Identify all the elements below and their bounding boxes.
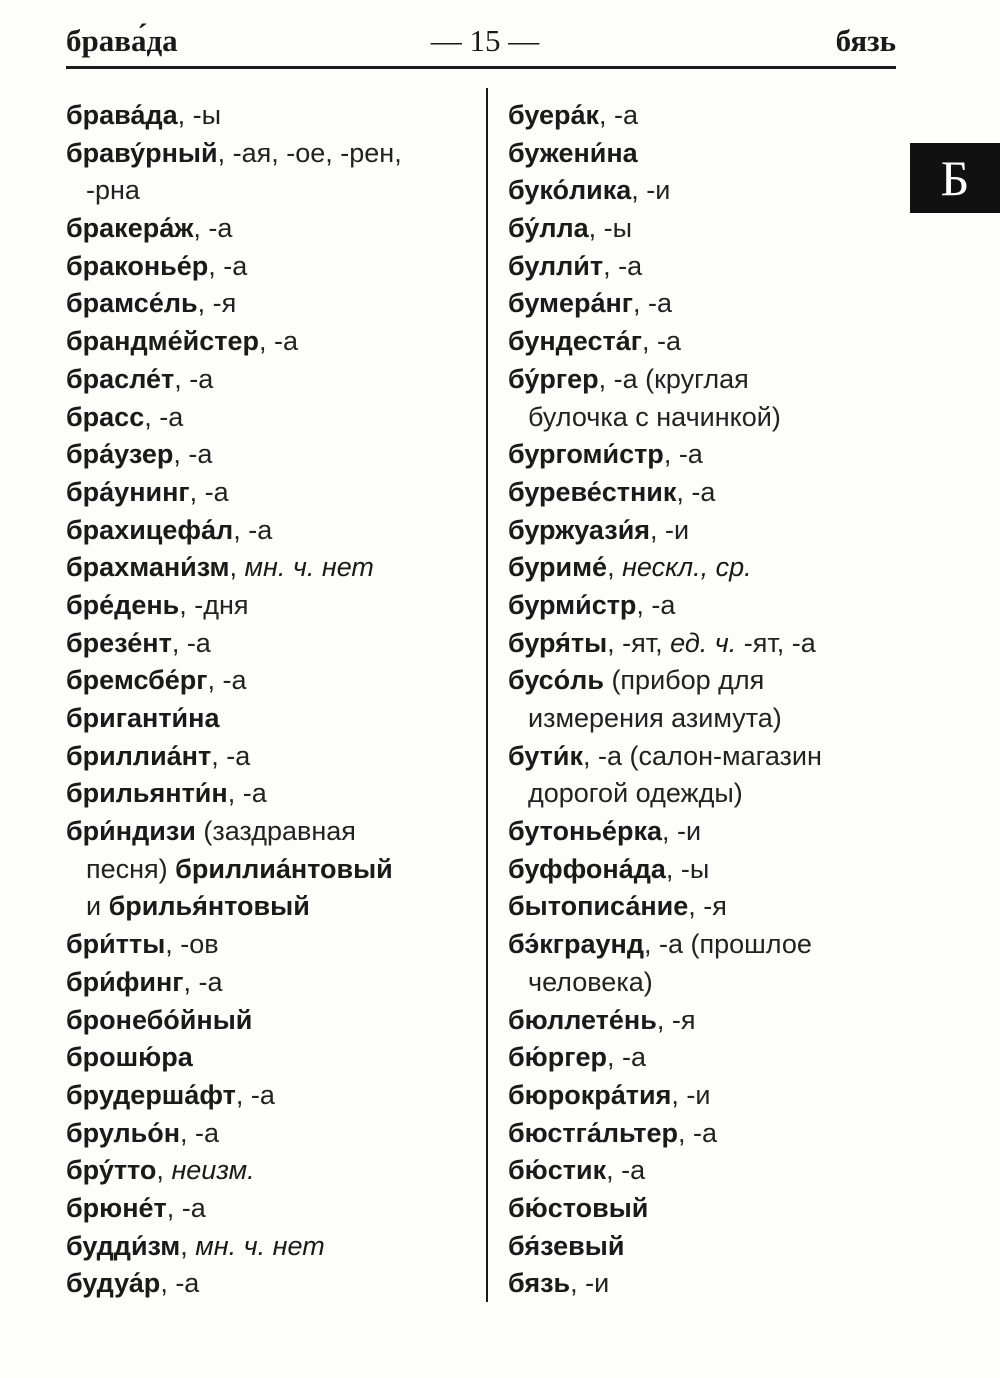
entry-text: , -а <box>678 1117 718 1148</box>
headword: брасле́т <box>66 363 175 394</box>
dictionary-entry <box>66 1039 478 1077</box>
dictionary-entry <box>66 97 478 135</box>
headword: бюстга́льтер <box>508 1117 678 1148</box>
dictionary-entry <box>66 399 478 437</box>
dictionary-entry <box>508 512 900 550</box>
headword: брава́да <box>66 100 178 130</box>
headword: брезе́нт <box>66 627 172 658</box>
entry-text: , -а (прошлое <box>643 929 812 960</box>
headword: булли́т <box>508 250 604 281</box>
entry-text: , -а <box>636 589 676 620</box>
dictionary-entry <box>66 625 478 663</box>
entry-text: , -а <box>171 627 211 658</box>
headword: бу́ргер <box>508 363 599 394</box>
entry-continuation <box>508 399 900 437</box>
dictionary-entry <box>508 210 900 248</box>
dictionary-entry <box>508 662 900 700</box>
headword: бутонье́рка <box>508 816 662 847</box>
headword: брамсе́ль <box>66 288 198 319</box>
headword: бюрокра́тия <box>508 1079 672 1110</box>
entry-text: булочка с начинкой) <box>528 401 781 432</box>
headword: бриллиа́нт <box>66 740 212 771</box>
headword: бути́к <box>508 740 584 771</box>
entry-text: , -а <box>258 326 298 357</box>
dictionary-entry <box>508 436 900 474</box>
headword: брудерша́фт <box>66 1079 236 1110</box>
entry-text: , -я <box>197 288 237 319</box>
entry-text: , -а <box>180 1117 220 1148</box>
headword: брильянти́н <box>66 778 228 809</box>
dictionary-entry <box>66 1228 478 1266</box>
dictionary-entry <box>508 587 900 625</box>
entry-text: , <box>180 1230 196 1261</box>
entry-text: , -а <box>166 1192 206 1223</box>
headword: буря́ты <box>508 627 608 658</box>
entry-text: , -ы <box>665 853 710 884</box>
dictionary-entry <box>508 738 900 776</box>
entry-text: , -а <box>207 665 247 696</box>
headword: бриганти́на <box>66 703 220 733</box>
entry-text: , -а <box>676 476 716 507</box>
headword: брасс <box>66 401 145 432</box>
headword: бургоми́стр <box>508 439 664 470</box>
entry-text: , -а <box>211 740 251 771</box>
headword: браву́рный <box>66 137 218 168</box>
headword: бю́стик <box>508 1155 607 1186</box>
entry-text: , -ы <box>588 213 633 244</box>
dictionary-entry <box>508 1002 900 1040</box>
headword: бюллете́нь <box>508 1004 657 1035</box>
dictionary-entry <box>66 210 478 248</box>
headword: бытописа́ние <box>508 891 689 922</box>
headword: будди́зм <box>66 1230 181 1261</box>
entry-text: , <box>156 1155 172 1186</box>
grammar-note: ед. ч. <box>670 627 737 658</box>
headword: брахицефа́л <box>66 514 234 545</box>
dictionary-entry <box>66 926 478 964</box>
dictionary-entry <box>66 285 478 323</box>
dictionary-entry <box>66 436 478 474</box>
entry-text: (заздравная <box>195 816 356 847</box>
headword: бракера́ж <box>66 213 194 244</box>
dictionary-entry <box>508 1039 900 1077</box>
headword: буера́к <box>508 100 600 130</box>
headword: будуа́р <box>66 1268 161 1299</box>
entry-text: , -а <box>235 1079 275 1110</box>
dictionary-entry <box>66 813 478 851</box>
entry-text: , -и <box>570 1268 610 1299</box>
right-column <box>508 97 900 1303</box>
headword: брульо́н <box>66 1117 181 1148</box>
headword: бра́узер <box>66 439 174 470</box>
entry-text: , -и <box>661 816 702 847</box>
dictionary-entry <box>66 964 478 1002</box>
dictionary-entry <box>508 1190 900 1228</box>
dictionary-entry <box>66 1190 478 1228</box>
entry-text: , -а <box>599 100 639 130</box>
headword: бусо́ль <box>508 665 604 696</box>
dictionary-entry <box>66 775 478 813</box>
dictionary-entry <box>66 512 478 550</box>
dictionary-entry <box>66 361 478 399</box>
dictionary-entry <box>508 135 900 173</box>
dictionary-entry <box>66 662 478 700</box>
dictionary-entry <box>66 700 478 738</box>
headword: бриллиа́нтовый <box>175 853 393 884</box>
dictionary-entry <box>66 587 478 625</box>
thumb-index-tab <box>910 143 1000 213</box>
entry-text: , -а <box>633 288 673 319</box>
headword: буффона́да <box>508 853 666 884</box>
entry-text: песня) <box>86 853 176 884</box>
entry-text: , -а <box>208 250 248 281</box>
dictionary-entry <box>66 474 478 512</box>
dictionary-entry <box>508 1228 900 1266</box>
entry-text: , -и <box>631 175 671 206</box>
entry-text: и <box>86 891 109 922</box>
entry-text: , -а <box>641 326 681 357</box>
entry-text: , -и <box>650 514 690 545</box>
dictionary-entry <box>66 738 478 776</box>
headword: бю́стовый <box>508 1192 649 1223</box>
dictionary-entry <box>508 1152 900 1190</box>
thumb-index-letter: Б <box>940 150 970 206</box>
dictionary-entry <box>508 248 900 286</box>
dictionary-entry <box>508 625 900 663</box>
headword: бэ́кграунд <box>508 929 644 960</box>
running-head-right: бязь <box>835 23 896 58</box>
entry-text: , -ов <box>165 929 219 960</box>
dictionary-entry <box>508 888 900 926</box>
entry-continuation <box>508 964 900 1002</box>
dictionary-entry <box>508 323 900 361</box>
entry-text: , -а (салон-магазин <box>583 740 822 771</box>
entry-text: , -а <box>189 476 229 507</box>
entry-text: человека) <box>528 966 653 997</box>
dictionary-entry <box>508 97 900 135</box>
grammar-note: нескл., ср. <box>622 552 752 583</box>
headword: бундеста́г <box>508 326 642 357</box>
headword: бурми́стр <box>508 589 637 620</box>
dictionary-entry <box>66 1115 478 1153</box>
dictionary-entry <box>508 172 900 210</box>
entry-text: , -ая, -ое, -рен, <box>217 137 402 168</box>
entry-text: , -а <box>160 1268 200 1299</box>
entry-text: , -ы <box>177 100 222 130</box>
entry-text: -ят, -а <box>736 627 816 658</box>
headword: брюне́т <box>66 1192 167 1223</box>
entry-text: , -а <box>193 213 233 244</box>
headword: бри́ндизи <box>66 816 196 847</box>
header-rule <box>66 66 896 69</box>
entry-text: , -а <box>663 439 703 470</box>
dictionary-entry <box>508 1265 900 1303</box>
entry-text: , -а <box>606 1042 646 1073</box>
entry-text: , -а <box>174 363 214 394</box>
dictionary-entry <box>508 1077 900 1115</box>
dictionary-entry <box>66 549 478 587</box>
headword: бру́тто <box>66 1155 157 1186</box>
entry-text: , -я <box>656 1004 696 1035</box>
dictionary-entry <box>66 248 478 286</box>
entry-continuation <box>66 888 478 926</box>
dictionary-entry <box>66 1002 478 1040</box>
entry-text: , <box>229 552 245 583</box>
headword: бужени́на <box>508 137 638 168</box>
headword: бри́финг <box>66 966 184 997</box>
headword: буриме́ <box>508 552 608 583</box>
dictionary-entry <box>508 926 900 964</box>
entry-text: , -а <box>173 439 213 470</box>
dictionary-entry <box>508 549 900 587</box>
headword: буржуази́я <box>508 514 651 545</box>
headword: бри́тты <box>66 929 166 960</box>
headword: брандме́йстер <box>66 326 259 357</box>
grammar-note: мн. ч. нет <box>244 552 374 583</box>
entry-text: , -я <box>688 891 727 922</box>
grammar-note: неизм. <box>171 1155 255 1186</box>
headword: бя́зевый <box>508 1230 625 1261</box>
entry-text: , -и <box>671 1079 711 1110</box>
running-head-left: брава́да <box>66 23 178 58</box>
dictionary-entry <box>66 323 478 361</box>
column-divider <box>486 88 488 1302</box>
dictionary-entry <box>508 1115 900 1153</box>
entry-text: , -а <box>144 401 184 432</box>
entry-text: -рна <box>86 175 140 206</box>
headword: бязь <box>508 1268 571 1299</box>
dictionary-entry <box>66 135 478 173</box>
entry-continuation <box>66 172 478 210</box>
entry-text: , -дня <box>179 589 249 620</box>
dictionary-entry <box>66 1077 478 1115</box>
dictionary-entry <box>508 474 900 512</box>
dictionary-entry <box>508 285 900 323</box>
entry-text: измерения азимута) <box>528 703 782 733</box>
grammar-note: мн. ч. нет <box>195 1230 325 1261</box>
entry-text: , -ят, <box>607 627 671 658</box>
entry-text: , -а <box>603 250 643 281</box>
entry-text: , -а <box>233 514 273 545</box>
headword: бремсбе́рг <box>66 665 208 696</box>
entry-continuation <box>508 775 900 813</box>
entry-text: (прибор для <box>603 665 765 696</box>
headword: брахмани́зм <box>66 552 230 583</box>
entry-continuation <box>508 700 900 738</box>
headword: бра́унинг <box>66 476 190 507</box>
dictionary-entry <box>508 361 900 399</box>
headword: брилья́нтовый <box>108 891 310 922</box>
dictionary-entry <box>508 851 900 889</box>
page-number: — 15 — <box>430 23 540 58</box>
entry-text: , -а <box>183 966 223 997</box>
entry-text: , <box>607 552 623 583</box>
headword: брошю́ра <box>66 1042 193 1073</box>
dictionary-entry <box>66 1265 478 1303</box>
left-column <box>66 97 478 1303</box>
headword: бю́ргер <box>508 1042 607 1073</box>
headword: буреве́стник <box>508 476 677 507</box>
headword: бу́лла <box>508 213 589 244</box>
headword: бре́день <box>66 589 180 620</box>
headword: бронебо́йный <box>66 1004 253 1035</box>
entry-text: дорогой одежды) <box>528 778 743 809</box>
dictionary-entry <box>508 813 900 851</box>
entry-continuation <box>66 851 478 889</box>
entry-text: , -а <box>606 1155 646 1186</box>
dictionary-entry <box>66 1152 478 1190</box>
headword: браконье́р <box>66 250 209 281</box>
headword: бумера́нг <box>508 288 634 319</box>
entry-text: , -а <box>227 778 267 809</box>
headword: буко́лика <box>508 175 632 206</box>
entry-text: , -а (круглая <box>598 363 749 394</box>
